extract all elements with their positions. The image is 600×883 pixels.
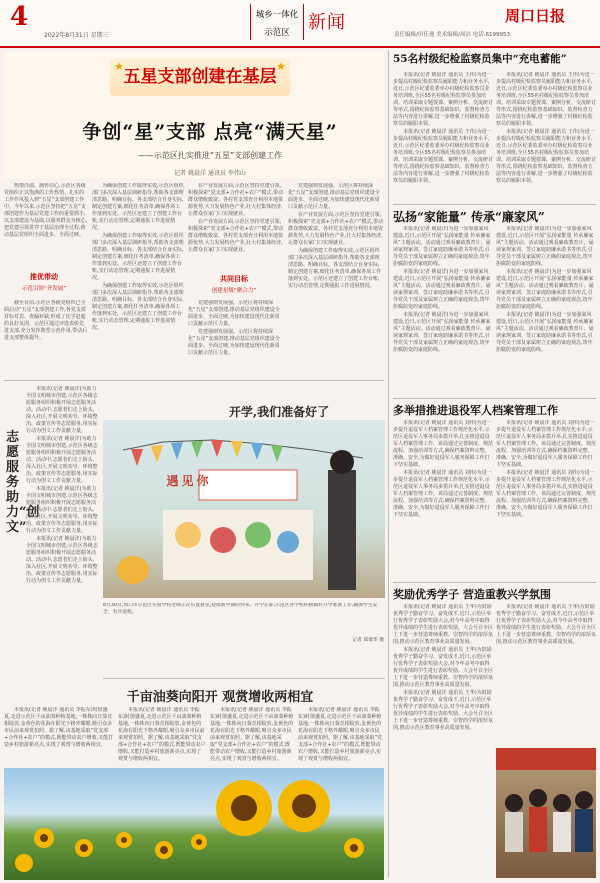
students-photo [496, 748, 596, 878]
sunflower-photo [4, 768, 384, 880]
classroom-photo [103, 420, 385, 598]
lead-body-col4: 党建强则发展强。示范区将持续深化“五星”支部创建,推动基层党组织建设全面进步、全面过硬,为加快建设现代化新周口贡献示范区力量。 在产业发展方面,示范区坚持党建引领,积极探索“党支部+合作社+农户”模式,带动群众增收致富。各村党支部充分利用本地资源优势,大力发展特色产业,壮大村集体经济,让群众在家门口实现就业。 为确保创建工作取得实效,示范区组织部门多次深入基层调研指导,帮助各支部理清思路、明确目标。各支部结合自身实际,制定创建方案,细化任务清单,确保各项工作落到实处。示范区还建立了创建工作台账,实行动态管理,定期通报工作进展情况。 [288, 183, 384, 289]
staff-line: 责任编辑/田佳逸 美术编辑/周洁 电话:6199953 [394, 32, 511, 38]
classroom-photo-art [103, 420, 385, 598]
lead-body-col1b: 截至目前,示范区各级党组织已全面启动“五星”支部创建工作,各党支部对标对表、查漏补缺,形成了比学赶超的良好氛围。示范区通过评选表彰先进支部,充分发挥典型示范作用,带动后进支部整体提升。 [4, 300, 88, 341]
photo-sign-text: 遇见你 [166, 474, 212, 488]
story1-body-col1: 本报讯(记者 姚晨洋 通讯员 王伟)为进一步提高村级纪检监察员履职能力和业务水平,近日,示范区纪委监委举办村级纪检监察员业务培训班,全区55名村级纪检监察员参加培训。培训采取专题授课、案例分析、交流研讨等形式,围绕纪检监察基础知识、监督检查方法等内容进行讲解,进一步增强了村级纪检监察员的履职本领。 本报讯(记者 姚晨洋 通讯员 王伟)为进一步提高村级纪检监察员履职能力和业务水平,近日,示范区纪委监委举办村级纪检监察员业务培训班,全区55名村级纪检监察员参加培训。培训采取专题授课、案例分析、交流研讨等形式,围绕纪检监察基础知识、监督检查方法等内容进行讲解,进一步增强了村级纪检监察员的履职本领。 [393, 72, 493, 184]
volunteer-body: 本报讯(记者 姚晨洋)为助力全国文明城市创建,示范区各级志愿服务组织积极开展志愿服务活动。活动中,志愿者们走上街头、深入社区,开展文明劝导、环境整治、政策宣传等志愿服务,用实际行动为创文工作贡献力量。 本报讯(记者 姚晨洋)为助力全国文明城市创建,示范区各级志愿服务组织积极开展志愿服务活动。活动中,志愿者们走上街头、深入社区,开展文明劝导、环境整治、政策宣传等志愿服务,用实际行动为创文工作贡献力量。 本报讯(记者 姚晨洋)为助力全国文明城市创建,示范区各级志愿服务组织积极开展志愿服务活动。活动中,志愿者们走上街头、深入社区,开展文明劝导、环境整治、政策宣传等志愿服务,用实际行动为创文工作贡献力量。 本报讯(记者 姚晨洋)为助力全国文明城市创建,示范区各级志愿服务组织积极开展志愿服务活动。活动中,志愿者们走上街头、深入社区,开展文明劝导、环境整治、政策宣传等志愿服务,用实际行动为创文工作贡献力量。 [26, 386, 98, 584]
lead-body-col1: 热情洋溢、满怀信心,示范区各级党组织正以饱满的工作热情、扎实的工作作风投入到“五星”支部创建工作中。今年以来,示范区坚持把“五星”支部创建作为基层党建工作的重要抓手,以支部建设为基础,以服务群众为核心,把党建引领贯穿于基层治理全过程,推动基层党组织全面进步、全面过硬。 [4, 183, 88, 238]
story3-body-col1: 本报讯(记者 姚晨洋 通讯员 刘伟)为进一步提升退役军人档案管理工作规范化水平,示范区退役军人事务局多措并举,扎实推进退役军人档案管理工作。该局通过完善制度、规范流程、加强培训等方式,确保档案资料完整、准确、安全,为做好退役军人服务保障工作打下坚实基础。 本报讯(记者 姚晨洋 通讯员 刘伟)为进一步提升退役军人档案管理工作规范化水平,示范区退役军人事务局多措并举,扎实推进退役军人档案管理工作。该局通过完善制度、规范流程、加强培训等方式,确保档案资料完整、准确、安全,为做好退役军人服务保障工作打下坚实基础。 [393, 420, 493, 518]
mid-box-sub: 创建星级“聚合力” [211, 288, 257, 294]
sunflower-body-col1: 本报讯(记者 姚晨洋 通讯员 李振东)时值盛夏,走进示范区千亩油葵种植基地,一株株向日葵竞相绽放,金黄色的花海在阳光下格外耀眼,吸引众多市民前来观赏拍照。据了解,该基地采取“党支部+合作社+农户”的模式,既能带动农户增收,又能打造乡村旅游新亮点,实现了观赏与增收两相宜。 [4, 707, 114, 748]
channel-box [250, 4, 304, 40]
volunteer-headline: 志愿服务助力“创文” [6, 430, 40, 535]
photo-credit: 记者 郑瑞华 摄 [352, 638, 384, 643]
mid-box-title: 共同目标 [220, 275, 248, 283]
story1-body-col2: 本报讯(记者 姚晨洋 通讯员 王伟)为进一步提高村级纪检监察员履职能力和业务水平,近日,示范区纪委监委举办村级纪检监察员业务培训班,全区55名村级纪检监察员参加培训。培训采取专题授课、案例分析、交流研讨等形式,围绕纪检监察基础知识、监督检查方法等内容进行讲解,进一步增强了村级纪检监察员的履职本领。 本报讯(记者 姚晨洋 通讯员 王伟)为进一步提高村级纪检监察员履职能力和业务水平,近日,示范区纪委监委举办村级纪检监察员业务培训班,全区55名村级纪检监察员参加培训。培训采取专题授课、案例分析、交流研讨等形式,围绕纪检监察基础知识、监督检查方法等内容进行讲解,进一步增强了村级纪检监察员的履职本领。 [496, 72, 596, 184]
sunflower-body-col3: 本报讯(记者 姚晨洋 通讯员 李振东)时值盛夏,走进示范区千亩油葵种植基地,一株株向日葵竞相绽放,金黄色的花海在阳光下格外耀眼,吸引众多市民前来观赏拍照。据了解,该基地采取“党支部+合作社+农户”的模式,既能带动农户增收,又能打造乡村旅游新亮点,实现了观赏与增收两相宜。 [210, 707, 294, 762]
box1-sub: 示范引领“齐发展” [21, 286, 67, 292]
sunflower-body-col4: 本报讯(记者 姚晨洋 通讯员 李振东)时值盛夏,走进示范区千亩油葵种植基地,一株株向日葵竞相绽放,金黄色的花海在阳光下格外耀眼,吸引众多市民前来观赏拍照。据了解,该基地采取“党支部+合作社+农户”的模式,既能带动农户增收,又能打造乡村旅游新亮点,实现了观赏与增收两相宜。 [298, 707, 383, 762]
story3-body-col2: 本报讯(记者 姚晨洋 通讯员 刘伟)为进一步提升退役军人档案管理工作规范化水平,示范区退役军人事务局多措并举,扎实推进退役军人档案管理工作。该局通过完善制度、规范流程、加强培训等方式,确保档案资料完整、准确、安全,为做好退役军人服务保障工作打下坚实基础。 本报讯(记者 姚晨洋 通讯员 刘伟)为进一步提升退役军人档案管理工作规范化水平,示范区退役军人事务局多措并举,扎实推进退役军人档案管理工作。该局通过完善制度、规范流程、加强培训等方式,确保档案资料完整、准确、安全,为做好退役军人服务保障工作打下坚实基础。 [496, 420, 596, 518]
section-rule [103, 678, 385, 679]
section-rule [393, 582, 596, 583]
section-rule [4, 380, 384, 381]
story4-body-col2: 本报讯(记者 姚晨洋 通讯员 王华)为鼓励优秀学子勤奋学习、奋发成才,近日,示范区举行优秀学子表彰奖励大会,对今年高考中取得优异成绩的学生进行表彰奖励。大会号召全区上下进一步营造尊师重教、崇智尚学的浓厚氛围,推动示范区教育事业高质量发展。 [496, 604, 596, 645]
sunflower-body-col2: 本报讯(记者 姚晨洋 通讯员 李振东)时值盛夏,走进示范区千亩油葵种植基地,一株株向日葵竞相绽放,金黄色的花海在阳光下格外耀眼,吸引众多市民前来观赏拍照。据了解,该基地采取“党支部+合作社+农户”的模式,既能带动农户增收,又能打造乡村旅游新亮点,实现了观赏与增收两相宜。 [118, 707, 206, 762]
story4-body-col1: 本报讯(记者 姚晨洋 通讯员 王华)为鼓励优秀学子勤奋学习、奋发成才,近日,示范区举行优秀学子表彰奖励大会,对今年高考中取得优异成绩的学生进行表彰奖励。大会号召全区上下进一步营造尊师重教、崇智尚学的浓厚氛围,推动示范区教育事业高质量发展。 本报讯(记者 姚晨洋 通讯员 王华)为鼓励优秀学子勤奋学习、奋发成才,近日,示范区举行优秀学子表彰奖励大会,对今年高考中取得优异成绩的学生进行表彰奖励。大会号召全区上下进一步营造尊师重教、崇智尚学的浓厚氛围,推动示范区教育事业高质量发展。 本报讯(记者 姚晨洋 通讯员 王华)为鼓励优秀学子勤奋学习、奋发成才,近日,示范区举行优秀学子表彰奖励大会,对今年高考中取得优异成绩的学生进行表彰奖励。大会号召全区上下进一步营造尊师重教、崇智尚学的浓厚氛围,推动示范区教育事业高质量发展。 [393, 604, 493, 731]
lead-subheadline: ——示范区扎实推进“五星”支部创建工作 [137, 151, 283, 160]
mid-box-head [194, 274, 274, 294]
lead-byline: 记者 姚晨洋 通讯员 李伟山 [174, 170, 246, 177]
channel-line2: 示范区 [264, 28, 290, 38]
box1-head [4, 272, 84, 292]
masthead-logo: 周口日报 [505, 7, 566, 25]
section-rule [393, 398, 596, 399]
box1-title: 推优带动 [30, 273, 58, 281]
lead-body-col3: 在产业发展方面,示范区坚持党建引领,积极探索“党支部+合作社+农户”模式,带动群众增收致富。各村党支部充分利用本地资源优势,大力发展特色产业,壮大村集体经济,让群众在家门口实现就业。 在产业发展方面,示范区坚持党建引领,积极探索“党支部+合作社+农户”模式,带动群众增收致富。各村党支部充分利用本地资源优势,大力发展特色产业,壮大村集体经济,让群众在家门口实现就业。 [188, 183, 284, 253]
star-icon: ★ [114, 60, 124, 73]
lead-headline: 争创“星”支部 点亮“满天星” [82, 121, 338, 143]
photo-caption: 8月30日,周口市示范区实验学校老师正在布置教室,迎接新学期的到来。开学在即,示范区各学校积极做好开学准备工作,确保学生安全、有序返校。 [103, 603, 378, 615]
lead-body-col2: 为确保创建工作取得实效,示范区组织部门多次深入基层调研指导,帮助各支部理清思路、明确目标。各支部结合自身实际,制定创建方案,细化任务清单,确保各项工作落到实处。示范区还建立了创建工作台账,实行动态管理,定期通报工作进展情况。 为确保创建工作取得实效,示范区组织部门多次深入基层调研指导,帮助各支部理清思路、明确目标。各支部结合自身实际,制定创建方案,细化任务清单,确保各项工作落到实处。示范区还建立了创建工作台账,实行动态管理,定期通报工作进展情况。 为确保创建工作取得实效,示范区组织部门多次深入基层调研指导,帮助各支部理清思路、明确目标。各支部结合自身实际,制定创建方案,细化任务清单,确保各项工作落到实处。示范区还建立了创建工作台账,实行动态管理,定期通报工作进展情况。 [92, 183, 184, 331]
story2-body-col1: 本报讯(记者 姚晨洋)为进一步加强家风建设,近日,示范区开展“弘扬家能量 传承廉家风”主题活动。活动通过观看廉政教育片、诵读家规家训、签订家庭助廉承诺书等形式,引导党员干部及家属树立正确的家庭观念,筑牢拒腐防变的家庭防线。 本报讯(记者 姚晨洋)为进一步加强家风建设,近日,示范区开展“弘扬家能量 传承廉家风”主题活动。活动通过观看廉政教育片、诵读家规家训、签订家庭助廉承诺书等形式,引导党员干部及家属树立正确的家庭观念,筑牢拒腐防变的家庭防线。 本报讯(记者 姚晨洋)为进一步加强家风建设,近日,示范区开展“弘扬家能量 传承廉家风”主题活动。活动通过观看廉政教育片、诵读家规家训、签订家庭助廉承诺书等形式,引导党员干部及家属树立正确的家庭观念,筑牢拒腐防变的家庭防线。 [393, 226, 491, 353]
banner-title: 五星支部创建在基层 [123, 67, 277, 87]
star-icon: ★ [276, 60, 286, 73]
students-photo-art [496, 748, 596, 878]
page-number: 4 [10, 2, 29, 32]
story3-headline: 多举措推进退役军人档案管理工作 [393, 404, 558, 417]
sunflower-headline: 千亩油葵向阳开 观赏增收两相宜 [126, 690, 314, 705]
date-line: 2022年8月31日 星期三 [44, 32, 109, 39]
section-rule [393, 204, 596, 205]
story2-body-col2: 本报讯(记者 姚晨洋)为进一步加强家风建设,近日,示范区开展“弘扬家能量 传承廉家风”主题活动。活动通过观看廉政教育片、诵读家规家训、签订家庭助廉承诺书等形式,引导党员干部及家属树立正确的家庭观念,筑牢拒腐防变的家庭防线。 本报讯(记者 姚晨洋)为进一步加强家风建设,近日,示范区开展“弘扬家能量 传承廉家风”主题活动。活动通过观看廉政教育片、诵读家规家训、签订家庭助廉承诺书等形式,引导党员干部及家属树立正确的家庭观念,筑牢拒腐防变的家庭防线。 本报讯(记者 姚晨洋)为进一步加强家风建设,近日,示范区开展“弘扬家能量 传承廉家风”主题活动。活动通过观看廉政教育片、诵读家规家训、签订家庭助廉承诺书等形式,引导党员干部及家属树立正确的家庭观念,筑牢拒腐防变的家庭防线。 [496, 226, 594, 353]
story2-headline: 弘扬“家能量” 传承“廉家风” [393, 210, 545, 224]
lead-body-col3b: 党建强则发展强。示范区将持续深化“五星”支部创建,推动基层党组织建设全面进步、全面过硬,为加快建设现代化新周口贡献示范区力量。 党建强则发展强。示范区将持续深化“五星”支部创建,推动基层党组织建设全面进步、全面过硬,为加快建设现代化新周口贡献示范区力量。 [188, 300, 280, 356]
sunflower-photo-art [4, 768, 384, 880]
photo-headline: 开学,我们准备好了 [228, 405, 330, 419]
story1-headline: 55名村级纪检监察员集中“充电蓄能” [393, 53, 567, 65]
section-title: 新闻 [308, 12, 346, 33]
story4-headline: 奖励优秀学子 营造重教兴学氛围 [393, 588, 551, 601]
channel-line1: 城乡一体化 [255, 10, 299, 20]
column-divider [388, 50, 389, 878]
